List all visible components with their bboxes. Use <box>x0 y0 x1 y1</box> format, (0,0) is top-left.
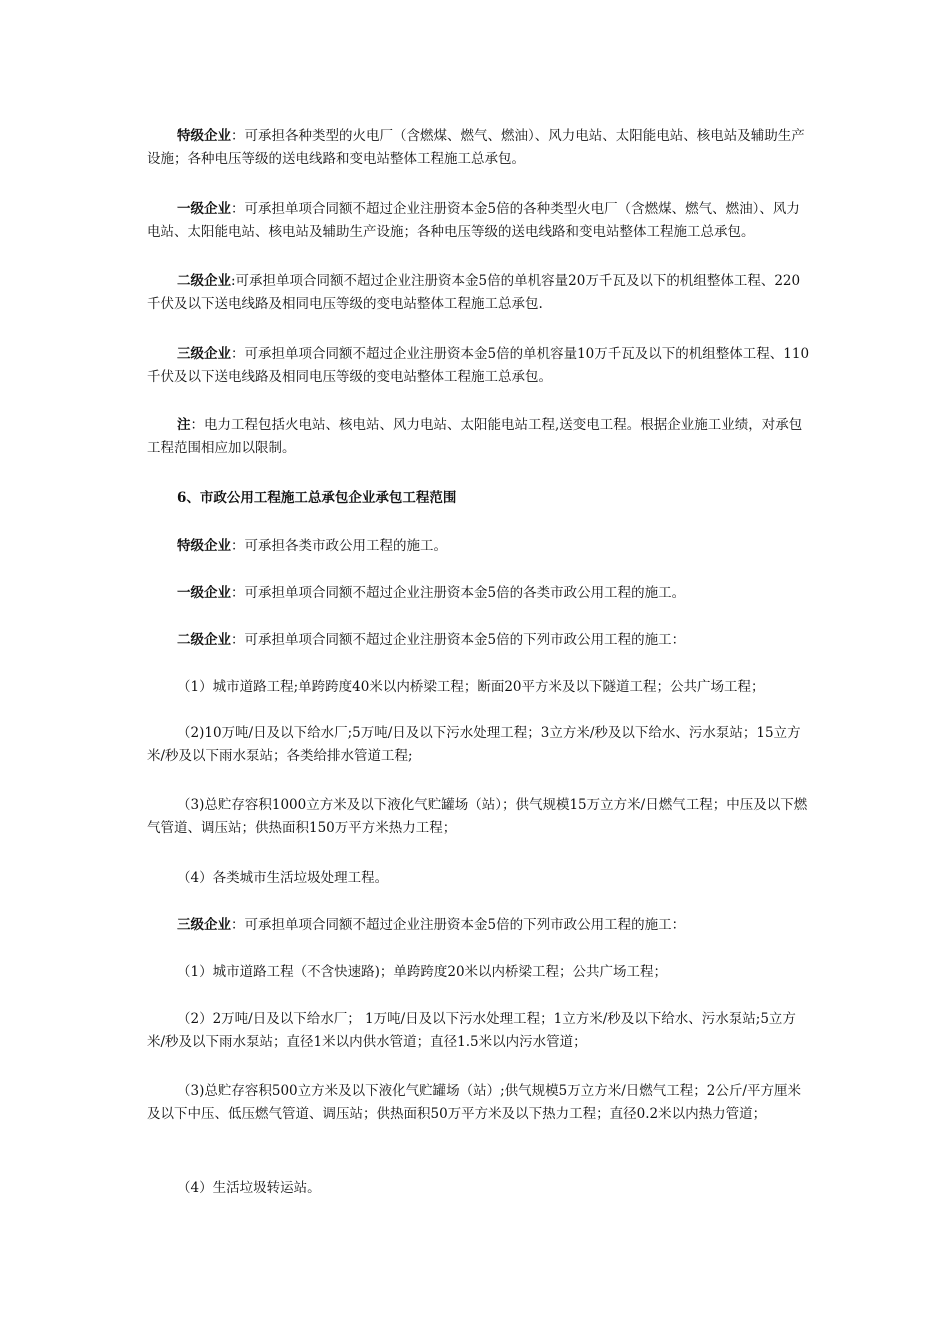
list-item: （2）2万吨/日及以下给水厂； 1万吨/日及以下污水处理工程；1立方米/秒及以下给水、污水泵站;5立方米/秒及以下雨水泵站；直径1米以内供水管道；直径1.5米以内污水管道； <box>147 1011 796 1050</box>
list-item: （4）生活垃圾转运站。 <box>177 1180 321 1196</box>
note-text: ：电力工程包括火电站、核电站、风力电站、太阳能电站工程,送变电工程。根据企业施工业绩，对承包工程范围相应加以限制。 <box>147 417 803 456</box>
grade-label: 二级企业 <box>177 273 231 289</box>
power-special-paragraph <box>147 125 812 171</box>
power-third-paragraph <box>147 343 812 389</box>
note-label: 注 <box>177 417 191 433</box>
grade-text: ：可承担单项合同额不超过企业注册资本金5倍的各种类型火电厂（含燃煤、燃气、燃油）、风力电站、太阳能电站、核电站及辅助生产设施；各种电压等级的送电线路和变电站整体工程施工总承包。 <box>147 201 800 240</box>
list-item: （1）城市道路工程;单跨跨度40米以内桥梁工程；断面20平方米及以下隧道工程；公共广场工程； <box>177 679 765 695</box>
municipal-first-paragraph <box>147 582 812 605</box>
grade-label: 一级企业 <box>177 201 231 217</box>
power-second-paragraph <box>147 270 812 316</box>
power-note-paragraph <box>147 414 812 460</box>
list-item: （3)总贮存容积1000立方米及以下液化气贮罐场（站）；供气规模15万立方米/日燃气工程；中压及以下燃气管道、调压站；供热面积150万平方米热力工程； <box>147 797 808 836</box>
grade-text: ：可承担各类市政公用工程的施工。 <box>231 538 447 554</box>
grade-label: 三级企业 <box>177 346 231 362</box>
grade-text: ：可承担单项合同额不超过企业注册资本金5倍的下列市政公用工程的施工： <box>231 632 686 648</box>
grade-text: ：可承担单项合同额不超过企业注册资本金5倍的单机容量10万千瓦及以下的机组整体工程、110千伏及以下送电线路及相同电压等级的变电站整体工程施工总承包。 <box>147 346 810 385</box>
list-item: （2)10万吨/日及以下给水厂;5万吨/日及以下污水处理工程；3立方米/秒及以下给水、污水泵站；15立方米/秒及以下雨水泵站；各类给排水管道工程; <box>147 725 801 764</box>
grade-text: :可承担单项合同额不超过企业注册资本金5倍的单机容量20万千瓦及以下的机组整体工程、220千伏及以下送电线路及相同电压等级的变电站整体工程施工总承包. <box>147 273 801 312</box>
grade-text: ：可承担各种类型的火电厂（含燃煤、燃气、燃油）、风力电站、太阳能电站、核电站及辅助生产设施；各种电压等级的送电线路和变电站整体工程施工总承包。 <box>147 128 805 167</box>
grade-text: ：可承担单项合同额不超过企业注册资本金5倍的各类市政公用工程的施工。 <box>231 585 686 601</box>
municipal-special-paragraph <box>147 535 812 558</box>
grade-text: ：可承担单项合同额不超过企业注册资本金5倍的下列市政公用工程的施工： <box>231 917 686 933</box>
list-item: （1）城市道路工程（不含快速路)；单跨跨度20米以内桥梁工程；公共广场工程； <box>177 964 668 980</box>
list-item: （4）各类城市生活垃圾处理工程。 <box>177 870 389 886</box>
municipal-third-paragraph <box>147 914 812 937</box>
municipal-second-paragraph <box>147 629 812 652</box>
section-heading: 6、市政公用工程施工总承包企业承包工程范围 <box>177 490 457 506</box>
power-first-paragraph <box>147 198 812 244</box>
grade-label: 三级企业 <box>177 917 231 933</box>
grade-label: 特级企业 <box>177 538 231 554</box>
grade-label: 一级企业 <box>177 585 231 601</box>
list-item: （3)总贮存容积500立方米及以下液化气贮罐场（站）;供气规模5万立方米/日燃气工程；2公斤/平方厘米及以下中压、低压燃气管道、调压站；供热面积50万平方米及以下热力工程；直径0.2米以内热力管道； <box>147 1083 801 1122</box>
grade-label: 特级企业 <box>177 128 231 144</box>
grade-label: 二级企业 <box>177 632 231 648</box>
